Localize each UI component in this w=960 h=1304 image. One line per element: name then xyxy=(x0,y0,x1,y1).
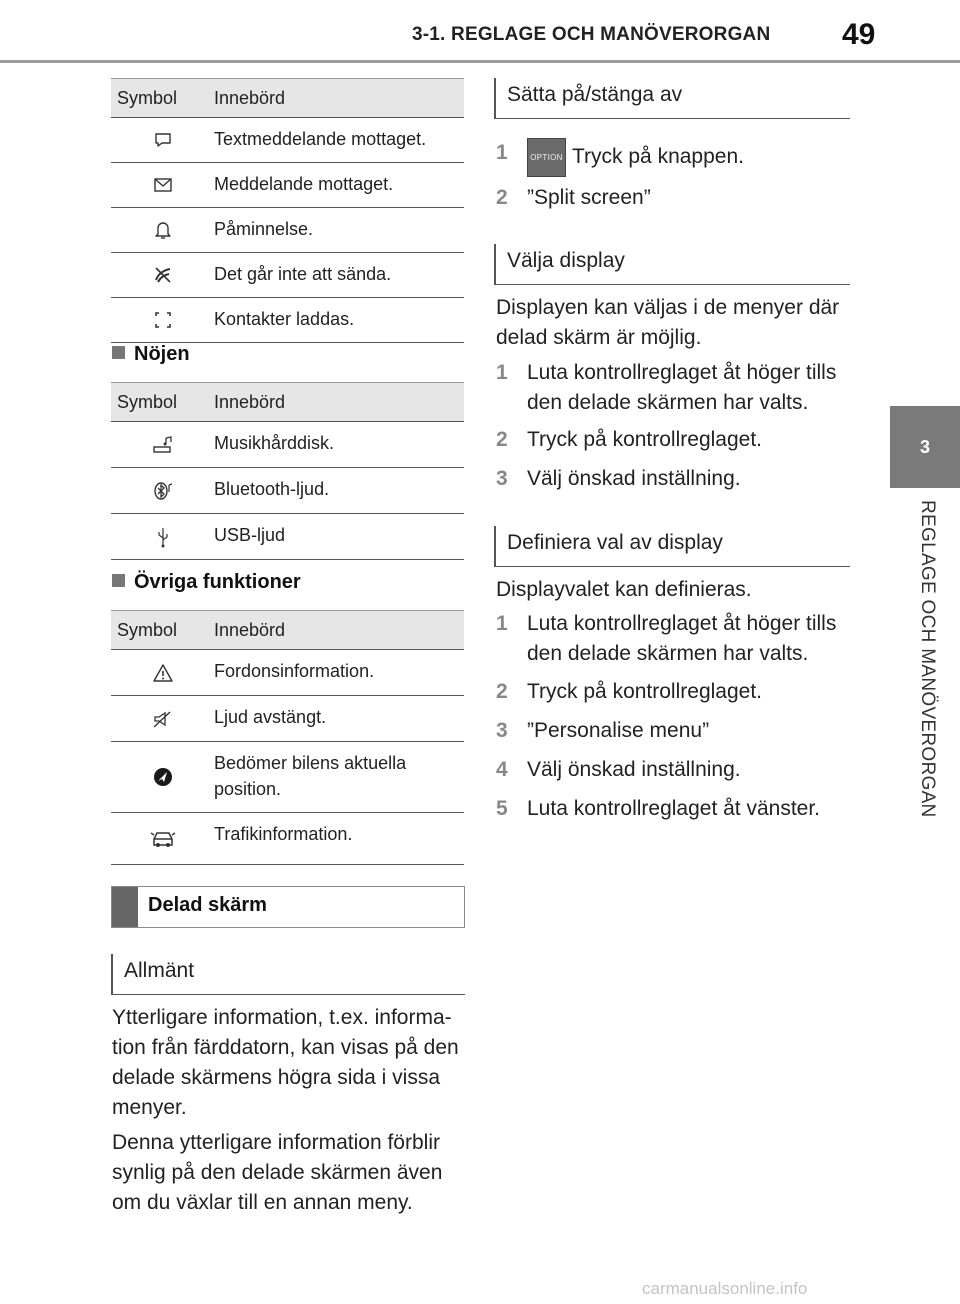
navigation-arrow-icon xyxy=(111,742,214,813)
subheading-define-display: Definiera val av display xyxy=(494,526,850,567)
table-row: Kontakter laddas. xyxy=(111,298,464,343)
hard-disk-music-icon xyxy=(111,422,214,468)
table-row: Bedömer bilens aktuella position. xyxy=(111,742,464,813)
page-header xyxy=(0,0,960,64)
speech-bubble-icon xyxy=(111,118,214,163)
col-header-meaning: Innebörd xyxy=(214,383,464,422)
section-heading-other: Övriga funktioner xyxy=(112,571,301,594)
speaker-muted-icon xyxy=(111,696,214,742)
envelope-icon xyxy=(111,163,214,208)
col-header-symbol: Symbol xyxy=(111,611,214,650)
contacts-loading-icon xyxy=(111,298,214,343)
table-header-row xyxy=(111,611,464,650)
chapter-side-label: REGLAGE OCH MANÖVERORGAN xyxy=(917,500,938,818)
define-display-intro: Displayvalet kan definieras. xyxy=(496,578,752,601)
table-row: Bluetooth-ljud. xyxy=(111,468,464,514)
chapter-tab: 3 xyxy=(890,406,960,488)
other-symbol-table xyxy=(111,610,464,865)
table-row: USB-ljud xyxy=(111,514,464,560)
general-paragraph-1: Ytterligare information, t.ex. informa-tion från färddatorn, kan visas på den delade skärmens högra sida i vissa menyer. xyxy=(112,1006,459,1119)
bell-icon xyxy=(111,208,214,253)
subheading-general: Allmänt xyxy=(111,954,465,995)
option-button-icon: OPTION xyxy=(527,138,566,177)
watermark: carmanualsonline.info xyxy=(642,1279,808,1298)
table-header-row xyxy=(111,79,464,118)
traffic-info-icon xyxy=(111,813,214,865)
table-row: Det går inte att sända. xyxy=(111,253,464,298)
send-disabled-icon xyxy=(111,253,214,298)
warning-triangle-icon xyxy=(111,650,214,696)
section-box-split-screen xyxy=(111,886,465,928)
col-header-meaning: Innebörd xyxy=(214,611,464,650)
entertainment-symbol-table xyxy=(111,382,464,560)
messages-symbol-table xyxy=(111,78,464,343)
section-heading-entertainment: Nöjen xyxy=(112,343,190,366)
table-row: Musikhårddisk. xyxy=(111,422,464,468)
col-header-symbol: Symbol xyxy=(111,79,214,118)
subheading-select-display: Välja display xyxy=(494,244,850,285)
col-header-meaning: Innebörd xyxy=(214,79,464,118)
page-number: 49 xyxy=(842,18,876,51)
select-display-intro: Displayen kan väljas i de menyer där delad skärm är möjlig. xyxy=(496,296,840,349)
general-paragraph-2: Denna ytterligare information förblir synlig på den delade skärmen även om du växlar till en annan meny. xyxy=(112,1131,443,1214)
table-row: Textmeddelande mottaget. xyxy=(111,118,464,163)
bluetooth-audio-icon xyxy=(111,468,214,514)
table-row: Fordonsinformation. xyxy=(111,650,464,696)
table-row: Trafikinformation. xyxy=(111,813,464,865)
table-row: Påminnelse. xyxy=(111,208,464,253)
table-header-row xyxy=(111,383,464,422)
table-row: Ljud avstängt. xyxy=(111,696,464,742)
split-screen-heading: Delad skärm xyxy=(148,894,267,916)
header-divider xyxy=(0,60,960,63)
usb-icon xyxy=(111,514,214,560)
subheading-toggle: Sätta på/stänga av xyxy=(494,78,850,119)
chapter-title: 3-1. REGLAGE OCH MANÖVERORGAN xyxy=(412,24,771,45)
col-header-symbol: Symbol xyxy=(111,383,214,422)
table-row: Meddelande mottaget. xyxy=(111,163,464,208)
